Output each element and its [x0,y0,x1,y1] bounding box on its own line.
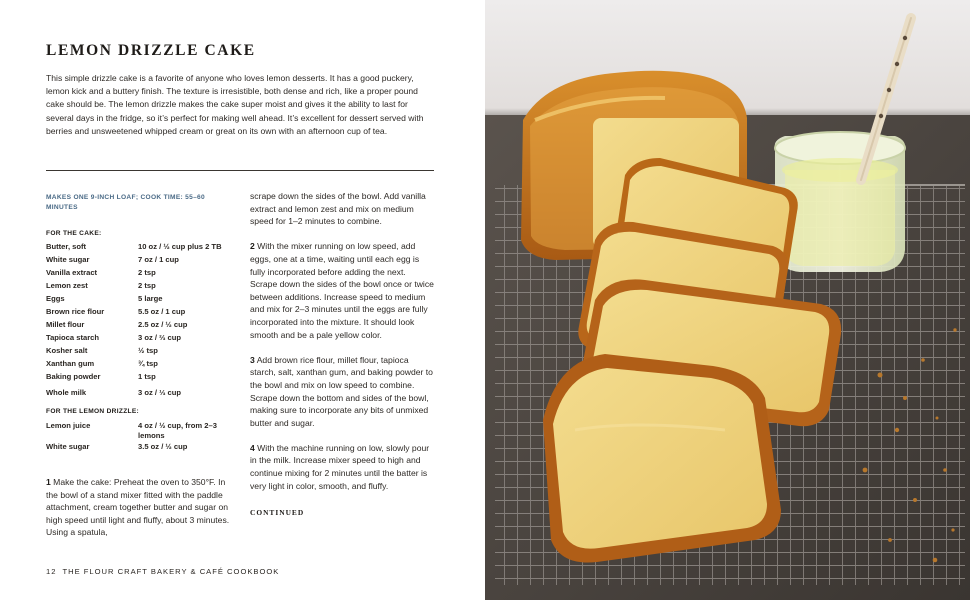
ingredient-amount: 3.5 oz / ½ cup [138,442,188,451]
ingredient-name: Millet flour [46,320,85,329]
cake-ingredients-heading: FOR THE CAKE: [46,230,102,237]
recipe-title: LEMON DRIZZLE CAKE [46,42,256,59]
ingredient-name: Lemon juice [46,421,91,430]
step-text: With the machine running on low, slowly pour in the milk. Increase mixer speed to high and continue mixing for 2 minutes until the batter is very light in color, smooth, and fluffy. [250,442,430,491]
ingredient-amount: 5.5 oz / 1 cup [138,307,186,316]
continued-label: CONTINUED [250,508,305,517]
step-1 [46,476,234,539]
cake-slice [543,354,781,563]
ingredient-amount: ¾ tsp [138,359,158,368]
ingredient-name: Tapioca starch [46,333,100,342]
ingredient-name: White sugar [46,442,90,451]
ingredient-amount: 1 tsp [138,372,156,381]
ingredient-name: Whole milk [46,388,87,397]
step-4 [250,442,434,492]
ingredient-amount: 7 oz / 1 cup [138,255,179,264]
divider-rule [46,170,434,171]
ingredient-name: Brown rice flour [46,307,105,316]
ingredient-name: Xanthan gum [46,359,95,368]
page-footer [46,567,279,576]
ingredient-amount: 3 oz / ⅔ cup [138,333,182,342]
ingredient-amount: 3 oz / ⅓ cup [138,388,182,397]
page-number: 12 [46,567,57,576]
ingredient-amount: 2 tsp [138,281,156,290]
method-column [250,190,434,505]
recipe-yield: MAKES ONE 9-INCH LOAF; COOK TIME: 55–60 MINUTES [46,194,205,211]
ingredient-name: Lemon zest [46,281,88,290]
ingredient-name: White sugar [46,255,90,264]
step-2 [250,240,434,341]
ingredient-amount: 2.5 oz / ½ cup [138,320,188,329]
step-number: 1 [46,477,51,487]
cake-photo [485,0,970,600]
ingredient-name: Kosher salt [46,346,88,355]
step-number: 4 [250,442,255,453]
ingredient-amount: 4 oz / ½ cup, from 2–3 lemons [138,421,217,440]
step-number: 3 [250,354,255,365]
step-text: Make the cake: Preheat the oven to 350°F. In the bowl of a stand mixer fitted with the paddle attachment, cream together butter and sugar on high speed until light and fluffy, about 3 minutes. Using a spatula, [46,477,230,538]
step-1-continued [250,190,434,228]
ingredient-amount: 2 tsp [138,268,156,277]
ingredient-name: Eggs [46,294,65,303]
step-text: With the mixer running on low speed, add eggs, one at a time, waiting until each egg is fully incorporated before adding the next. Scrape down the sides of the bowl once or twice between additions. Increase speed to medium and mix for 2–3 minutes until the eggs are fully incorporated into the mixture. It should look smooth and be a pale yellow color. [250,241,434,340]
book-title: THE FLOUR CRAFT BAKERY & CAFÉ COOKBOOK [62,567,280,576]
step-text: Add brown rice flour, millet flour, tapioca starch, salt, xanthan gum, and baking powder to the bowl and mix on low speed to combine. Scrape down the bottom and sides of the bowl, making sure to incorporate any bits of unmixed butter and sugar. [250,354,433,428]
step-number: 2 [250,241,255,252]
step-3 [250,354,434,430]
ingredient-amount: 5 large [138,294,163,303]
ingredient-name: Vanilla extract [46,268,98,277]
ingredient-amount: 10 oz / ½ cup plus 2 TB [138,242,222,251]
ingredient-name: Baking powder [46,372,101,381]
drizzle-ingredients-heading: FOR THE LEMON DRIZZLE: [46,408,140,415]
ingredient-name: Butter, soft [46,242,87,251]
recipe-intro: This simple drizzle cake is a favorite of anyone who loves lemon desserts. It has a good puckery, lemon kick and a buttery finish. The texture is irresistible, both dense and rich, like a proper pound cake should be. The lemon drizzle makes the cake super moist and gives it the ability to last for several days in the fridge, so it’s perfect for making well ahead. It’s excellent for dessert served with berries and unsweetened whipped cream or great on its own with an afternoon cup of tea. [46,73,424,136]
cake-photo-illustration [485,0,970,600]
ingredient-amount: ½ tsp [138,346,158,355]
step-text: scrape down the sides of the bowl. Add vanilla extract and lemon zest and mix on medium speed for 1–2 minutes to combine. [250,191,426,227]
